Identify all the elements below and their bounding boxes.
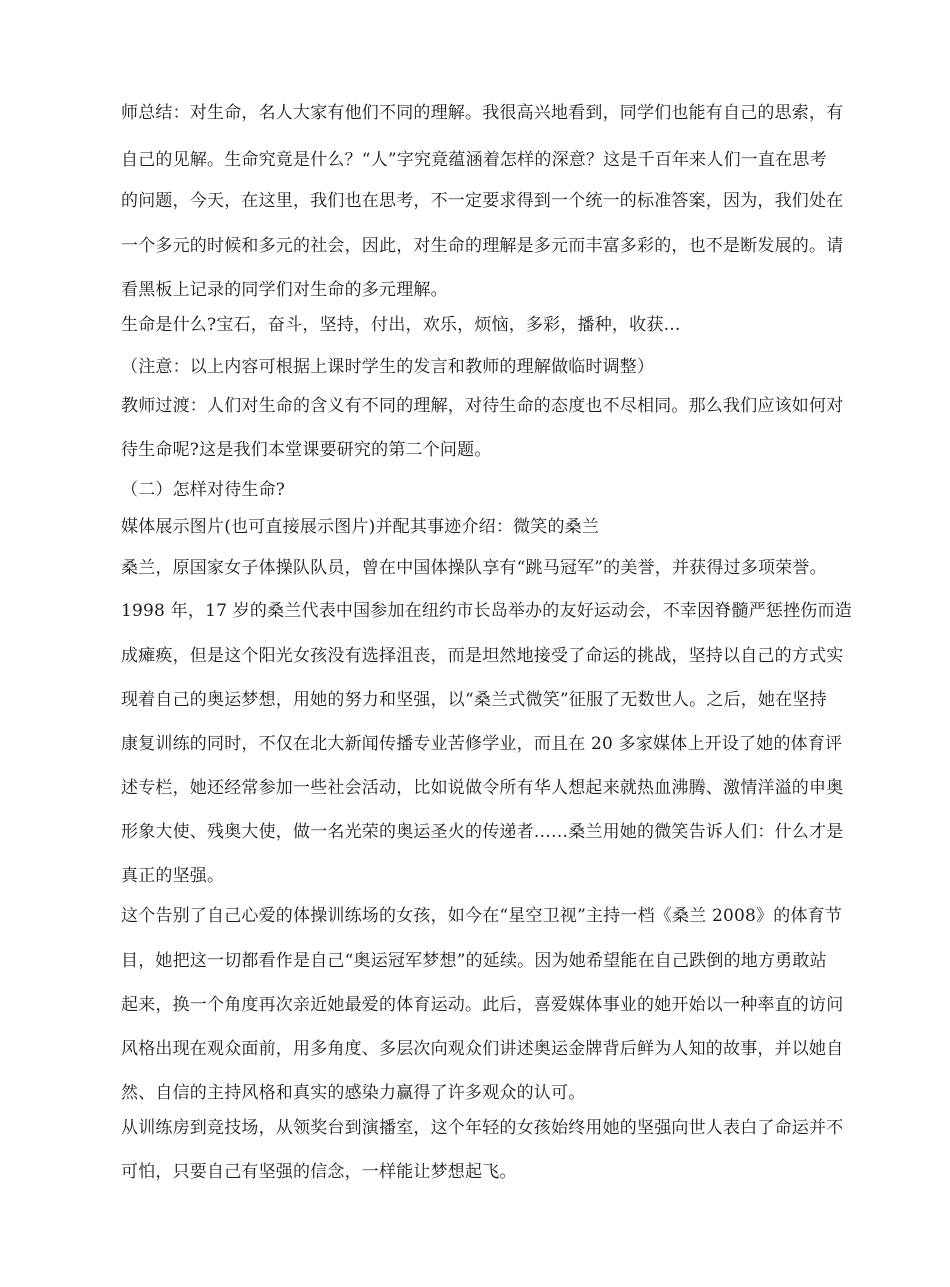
paragraph-line: 述专栏，她还经常参加一些社会活动，比如说做令所有华人想起来就热血沸腾、激情洋溢的申奥 <box>121 778 844 798</box>
section-heading: （二）怎样对待生命? <box>121 480 286 500</box>
paragraph-line: 媒体展示图片(也可直接展示图片)并配其事迹介绍：微笑的桑兰 <box>121 517 600 537</box>
paragraph-line: 现着自己的奥运梦想，用她的努力和坚强，以“桑兰式微笑”征服了无数世人。之后，她在坚持 <box>121 690 827 710</box>
paragraph-line: 真正的坚强。 <box>121 866 225 886</box>
paragraph-line: 待生命呢?这是我们本堂课要研究的第二个问题。 <box>121 440 492 460</box>
paragraph-line: 目，她把这一切都看作是自己“奥运冠军梦想”的延续。因为她希望能在自己跌倒的地方勇敢站 <box>121 951 827 971</box>
paragraph-line: 生命是什么?宝石，奋斗，坚持，付出，欢乐，烦恼，多彩，播种，收获… <box>121 315 681 335</box>
paragraph-line: 然、自信的主持风格和真实的感染力赢得了许多观众的认可。 <box>121 1083 586 1103</box>
paragraph-line: 可怕，只要自己有坚强的信念，一样能让梦想起飞。 <box>121 1162 517 1182</box>
paragraph-line: 教师过渡：人们对生命的含义有不同的理解，对待生命的态度也不尽相同。那么我们应该如何对 <box>121 396 844 416</box>
paragraph-line: 桑兰，原国家女子体操队队员，曾在中国体操队享有“跳马冠军”的美誉，并获得过多项荣誉。 <box>121 558 827 578</box>
paragraph-line: 康复训练的同时，不仅在北大新闻传播专业苦修学业，而且在 20 多家媒体上开设了她的体育评 <box>121 734 843 754</box>
paragraph-line: 这个告别了自己心爱的体操训练场的女孩，如今在“星空卫视”主持一档《桑兰 2008》的体育节 <box>121 906 843 926</box>
paragraph-line: 从训练房到竞技场，从领奖台到演播室，这个年轻的女孩始终用她的坚强向世人表白了命运并不 <box>121 1118 844 1138</box>
paragraph-line: 的问题，今天，在这里，我们也在思考，不一定要求得到一个统一的标准答案，因为，我们处在 <box>121 191 844 211</box>
paragraph-line: 一个多元的时候和多元的社会，因此，对生命的理解是多元而丰富多彩的，也不是断发展的。请 <box>121 236 844 256</box>
paragraph-line: 师总结：对生命，名人大家有他们不同的理解。我很高兴地看到，同学们也能有自己的思索，有 <box>121 103 844 123</box>
paragraph-line: 自己的见解。生命究竟是什么？“人”字究竟蕴涵着怎样的深意？这是千百年来人们一直在思考 <box>121 150 827 170</box>
paragraph-line: 起来，换一个角度再次亲近她最爱的体育运动。此后，喜爱媒体事业的她开始以一种率直的访问 <box>121 995 844 1015</box>
paragraph-line: 成瘫痪，但是这个阳光女孩没有选择沮丧，而是坦然地接受了命运的挑战，坚持以自己的方式实 <box>121 646 844 666</box>
paragraph-line: 看黑板上记录的同学们对生命的多元理解。 <box>121 280 448 300</box>
paragraph-line: 形象大使、残奥大使，做一名光荣的奥运圣火的传递者……桑兰用她的微笑告诉人们：什么才是 <box>121 822 844 842</box>
paragraph-line: 风格出现在观众面前，用多角度、多层次向观众们讲述奥运金牌背后鲜为人知的故事，并以她自 <box>121 1039 844 1059</box>
paragraph-line: （注意：以上内容可根据上课时学生的发言和教师的理解做临时调整） <box>121 357 655 377</box>
paragraph-line: 1998 年，17 岁的桑兰代表中国参加在纽约市长岛举办的友好运动会，不幸因脊髓严惩挫伤而造 <box>121 601 852 621</box>
